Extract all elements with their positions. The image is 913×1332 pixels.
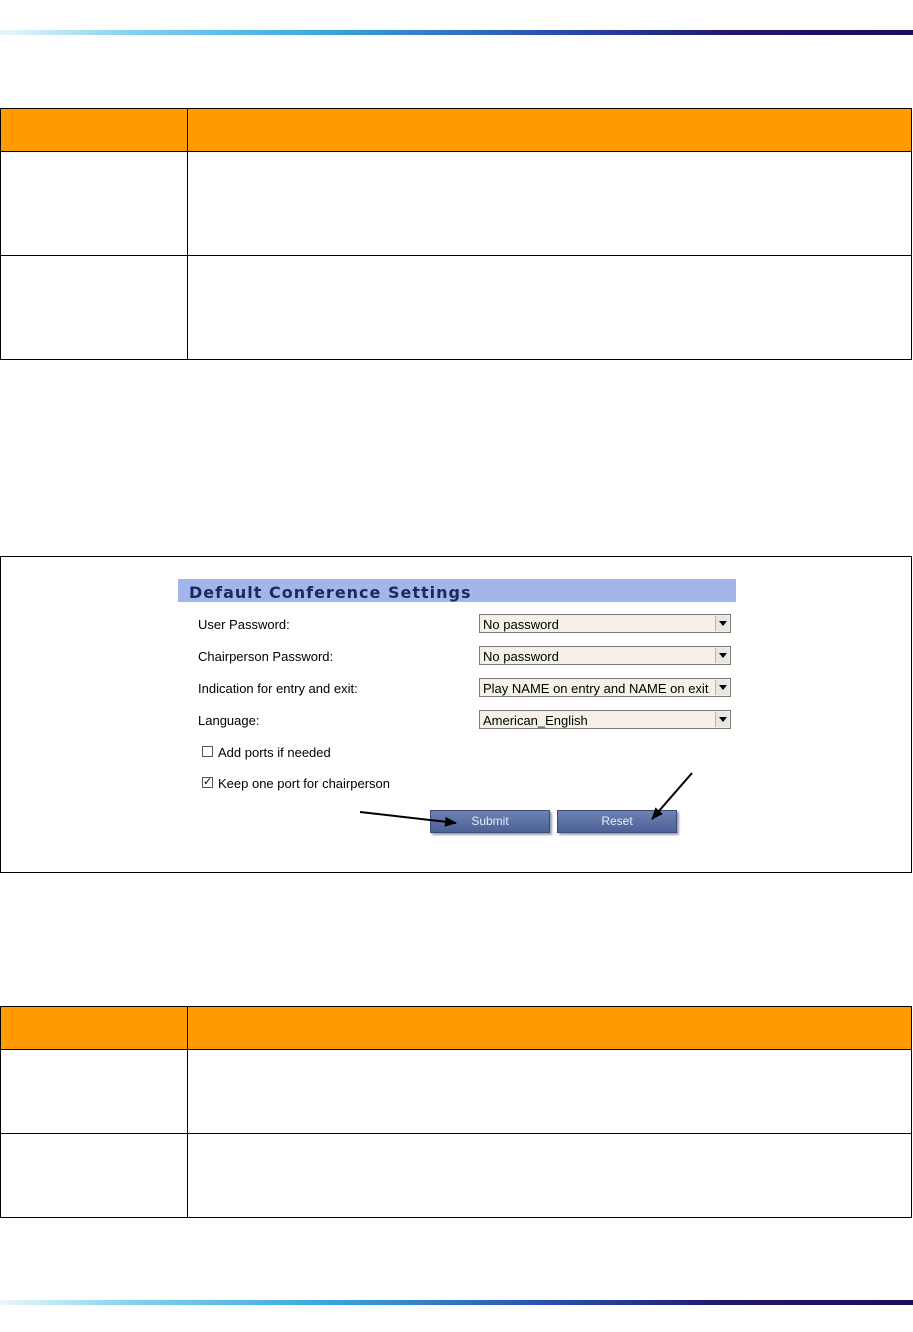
table-row: [1, 152, 912, 256]
callout-arrows: [1, 557, 911, 872]
chairperson-password-label: Chairperson Password:: [198, 649, 334, 664]
table-header-row: [1, 109, 912, 152]
table-cell: [1, 152, 188, 256]
table-header-cell: [1, 1007, 188, 1050]
footer-rule: [0, 1300, 913, 1305]
panel-title: Default Conference Settings: [178, 579, 736, 602]
keep-port-checkbox[interactable]: ✓: [203, 776, 213, 788]
submit-callout-arrow: [360, 812, 456, 823]
table-header-row: [1, 1007, 912, 1050]
table-row: [1, 256, 912, 360]
table-cell: [188, 256, 912, 360]
table-cell: [188, 1050, 912, 1134]
table-header-cell: [188, 1007, 912, 1050]
language-label: Language:: [198, 713, 260, 728]
language-value: American_English: [483, 713, 588, 728]
user-password-label: User Password:: [198, 617, 290, 632]
table-header-cell: [1, 109, 188, 152]
table-1: [0, 108, 912, 360]
screenshot-figure: [0, 556, 912, 873]
reset-button[interactable]: Reset: [557, 810, 677, 833]
entry-exit-indication-value: Play NAME on entry and NAME on exit: [483, 681, 709, 696]
table-cell: [188, 1134, 912, 1218]
table-cell: [1, 1050, 188, 1134]
chairperson-password-value: No password: [483, 649, 559, 664]
header-rule: [0, 30, 913, 35]
reset-callout-arrow: [652, 773, 692, 819]
table-row: [1, 1134, 912, 1218]
add-ports-label: Add ports if needed: [218, 745, 331, 760]
table-header-cell: [188, 109, 912, 152]
table-cell: [1, 256, 188, 360]
table-row: [1, 1050, 912, 1134]
table-cell: [188, 152, 912, 256]
submit-button[interactable]: Submit: [430, 810, 550, 833]
table-2: [0, 1006, 912, 1218]
keep-port-label: Keep one port for chairperson: [218, 776, 390, 791]
table-cell: [1, 1134, 188, 1218]
entry-exit-indication-label: Indication for entry and exit:: [198, 681, 358, 696]
user-password-value: No password: [483, 617, 559, 632]
